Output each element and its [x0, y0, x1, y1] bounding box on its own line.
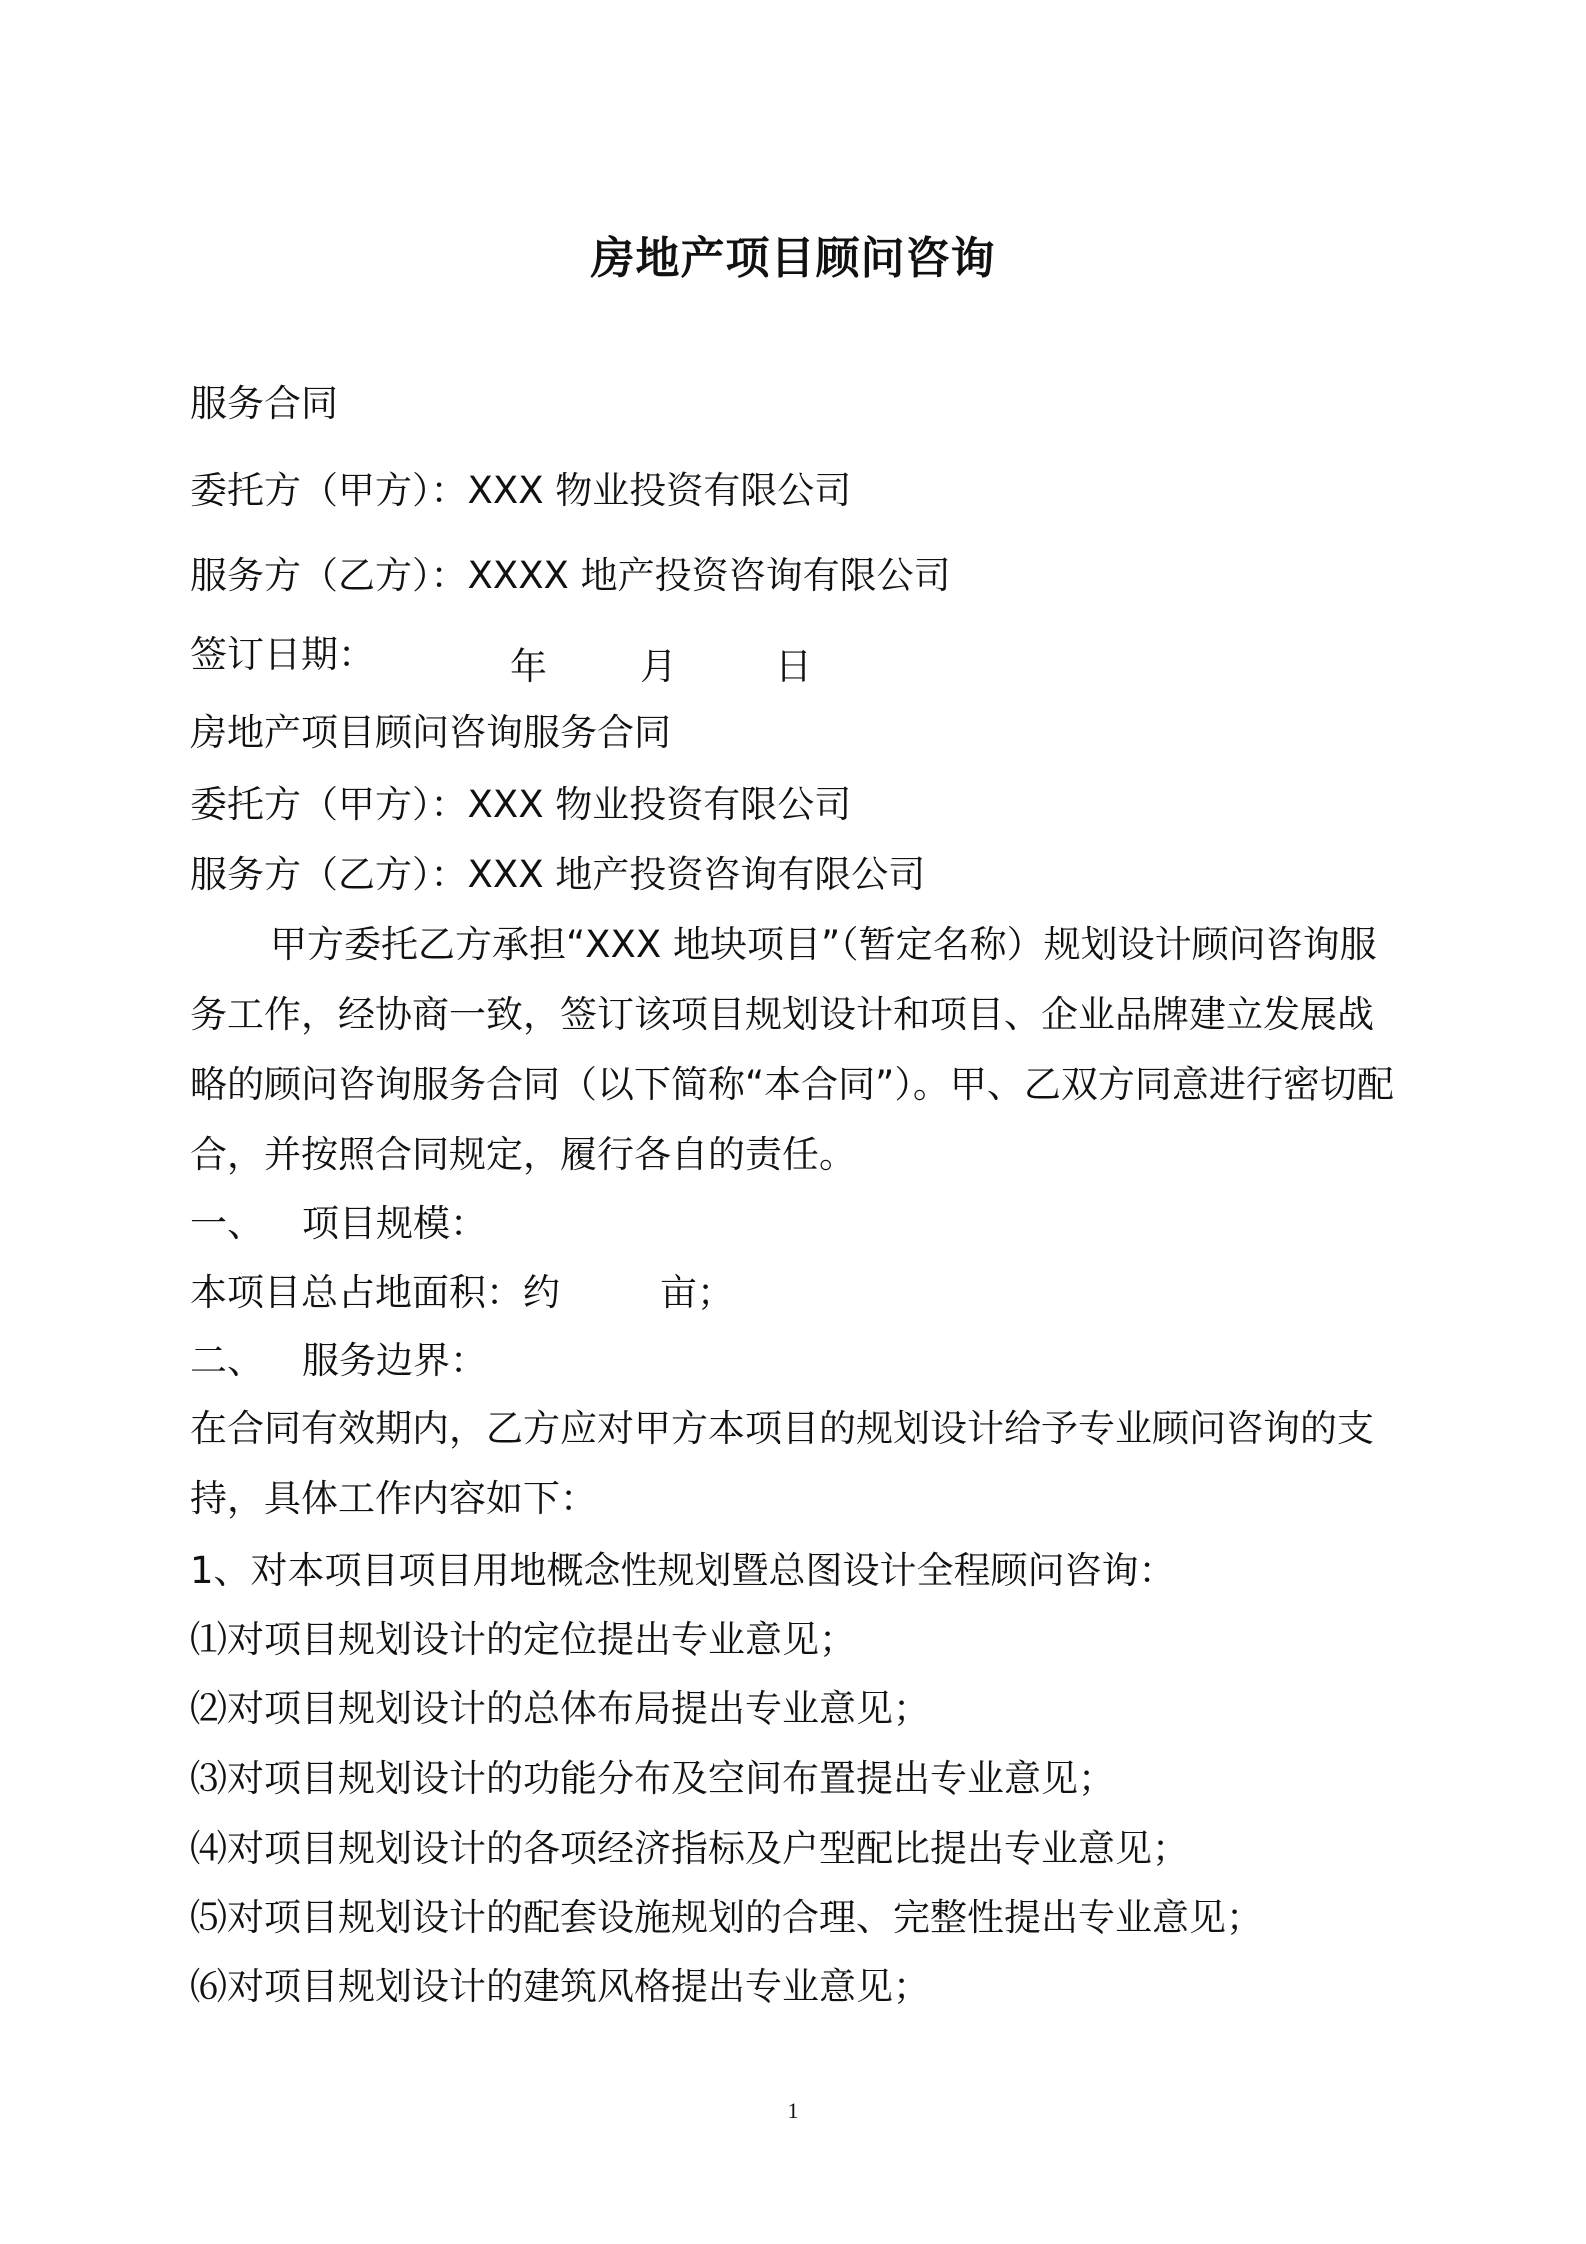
- sub-item: ⑴对项目规划设计的定位提出专业意见；: [190, 1618, 856, 1661]
- section2-paragraph: 在合同有效期内，乙方应对甲方本项目的规划设计给予专业顾问咨询的支持，具体工作内容如下：: [190, 1407, 1374, 1520]
- area-unit: 亩；: [660, 1271, 734, 1314]
- document-title: 房地产项目顾问咨询: [590, 233, 996, 284]
- provider-line-2: 服务方（乙方）：XXX 地产投资咨询有限公司: [190, 853, 926, 896]
- client-line: 委托方（甲方）：XXX 物业投资有限公司: [190, 469, 852, 512]
- area-label: 本项目总占地面积：约: [190, 1271, 560, 1314]
- client-line-2: 委托方（甲方）：XXX 物业投资有限公司: [190, 783, 852, 826]
- section2-number: 二、: [190, 1339, 264, 1382]
- provider-line: 服务方（乙方）：XXXX 地产投资咨询有限公司: [190, 554, 951, 597]
- sign-date-year: 年: [510, 645, 547, 688]
- sub-item: ⑸对项目规划设计的配套设施规划的合理、完整性提出专业意见；: [190, 1896, 1263, 1939]
- sign-date-label: 签订日期：: [190, 633, 375, 676]
- document-subtitle: 服务合同: [190, 382, 338, 425]
- page-number: 1: [787, 2098, 799, 2123]
- work-item-1: 1、对本项目项目用地概念性规划暨总图设计全程顾问咨询：: [190, 1549, 1176, 1592]
- sign-date-month: 月: [640, 645, 677, 688]
- sub-item: ⑷对项目规划设计的各项经济指标及户型配比提出专业意见；: [190, 1827, 1189, 1870]
- section2-heading: 服务边界：: [302, 1339, 487, 1382]
- section1-number: 一、: [190, 1202, 264, 1245]
- sub-item: ⑹对项目规划设计的建筑风格提出专业意见；: [190, 1965, 930, 2008]
- contract-title: 房地产项目顾问咨询服务合同: [190, 711, 671, 754]
- intro-paragraph: 甲方委托乙方承担“XXX 地块项目”（暂定名称）规划设计顾问咨询服务工作，经协商一致，签订该项目规划设计和项目、企业品牌建立发展战略的顾问咨询服务合同（以下简称“本合同”）。甲、乙双方同意进行密切配合，并按照合同规定，履行各自的责任。: [190, 923, 1394, 1176]
- sign-date-day: 日: [775, 645, 812, 688]
- sub-item: ⑶对项目规划设计的功能分布及空间布置提出专业意见；: [190, 1757, 1115, 1800]
- section1-heading: 项目规模：: [302, 1202, 487, 1245]
- sub-item: ⑵对项目规划设计的总体布局提出专业意见；: [190, 1687, 930, 1730]
